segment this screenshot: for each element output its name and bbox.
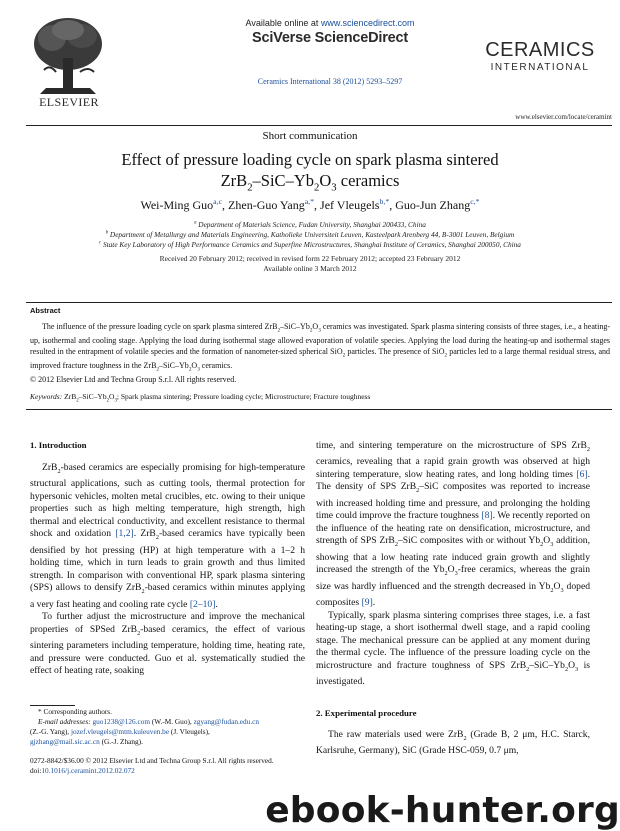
keywords: Keywords: $ZrB_2-SiC-Yb_2O_3$; Spark plasma sintering; Pressure loading cycle; Microstructure; Fracture toughness bbox=[30, 392, 371, 404]
author-list: Wei-Ming Guo$^{a,c}$, Zhen-Guo Yang$^{a,*}$, Jef Vleugels$^{b,*}$, Guo-Jun Zhang$^{c,*}$ bbox=[140, 197, 480, 212]
journal-url[interactable]: www.elsevier.com/locate/ceramint bbox=[515, 113, 612, 121]
header-divider bbox=[26, 125, 612, 126]
elsevier-tree-logo bbox=[30, 14, 106, 100]
email-link[interactable]: jozef.vleugels@mtm.kuleuven.be bbox=[70, 727, 170, 736]
abstract-heading: Abstract bbox=[30, 306, 61, 315]
email-link[interactable]: zgyang@fudan.edu.cn bbox=[193, 717, 260, 726]
author: Jef Vleugels bbox=[320, 198, 380, 212]
affiliation: $^a$ Department of Materials Science, Fudan University, Shanghai 200433, China bbox=[194, 220, 426, 229]
platform-name: SciVerse ScienceDirect bbox=[251, 30, 408, 46]
section-heading-experimental: 2. Experimental procedure bbox=[316, 708, 417, 718]
issn-line: 0272-8842/$36.00 © 2012 Elsevier Ltd and Techna Group S.r.l. All rights reserved. bbox=[30, 756, 274, 765]
watermark: ebook-hunter.org bbox=[265, 790, 620, 831]
article-type: Short communication bbox=[262, 130, 358, 142]
intro-left-column: ZrB$_2$-based ceramics are especially promising for high-temperature structural applications, such as cutting tools, thermal protection for hypersonic vehicles, molten metal crucibles, etc. owing to their unique properties such as high melting temperature, high strength, high thermal and electrical conductivity, and excellent resistance to thermal shock and oxidation [1,2]. ZrB$_2$-based ceramics have typically been densified by hot pressing (HP) at high temperature with a 1–2 h holding time, which in turn leads to grain growth and thus limited strength. In comparison with conventional HP, spark plasma sintering (SPS) allows to densify ZrB$_2$-based ceramics within minutes applying a very fast heating and cooling rate cycle [2–10]. To further adjust the microstructure and improve the mechanical properties of SPSed ZrB$_2$-based ceramics, the effect of various sintering parameters including temperature, holding time, heating rate, and pressure were conducted. Guo et al. systematically studied the effect of heating rate, soaking bbox=[30, 462, 305, 677]
email-link[interactable]: gjzhang@mail.sic.ac.cn bbox=[30, 737, 100, 746]
intro-right-column: time, and sintering temperature on the microstructure of SPS ZrB$_2$ ceramics, revealing that a rapid grain growth was observed at high sintering temperature, slow heating rates, and long holding times [6]. The density of SPS ZrB$_2$–SiC composites was reported to increase with increased holding time and pressure, and prolonging the holding time could improve the fracture toughness [8]. We recently reported on the influence of the heating rate on densification, microstructure, and strength of SPS ZrB$_2$–SiC composites with or without $Yb_2O_3$ addition, showing that a low heating rate induced grain growth and slightly increased the strength of the $Yb_2O_3$-free ceramics, whereas the grain size was hardly influenced and the strength decreased in $Yb_2O_3$ doped composites [9]. Typically, spark plasma sintering comprises three stages, i.e. a fast heating-up stage, a short isothermal dwell stage, and a rapid cooling stage. The mechanical pressure can be applied at any moment during the thermal cycle. The influence of the pressure loading cycle on the microstructure and fracture toughness of SPS $ZrB_2-SiC-Yb_2O_3$ is investigated. bbox=[316, 440, 591, 687]
online-date: Available online 3 March 2012 bbox=[263, 264, 357, 273]
publisher-name: ELSEVIER bbox=[39, 95, 99, 109]
journal-logo: CERAMICS INTERNATIONAL bbox=[485, 39, 595, 73]
received-dates: Received 20 February 2012; received in revised form 22 February 2012; accepted 23 February 2012 bbox=[159, 254, 461, 263]
footnote-corresponding: * Corresponding authors. E-mail addresses: guo1238@126.com (W.-M. Guo), zgyang@fudan.edu.cn (Z.-G. Yang), jozef.vleugels@mtm.kuleuven.be (J. Vleugels), gjzhang@mail.sic.ac.cn (G.-J. Zhang). bbox=[30, 707, 260, 746]
sciencedirect-link[interactable]: www.sciencedirect.com bbox=[320, 18, 415, 28]
footnote-rule bbox=[30, 705, 75, 706]
affiliation: $^b$ Department of Metallurgy and Materials Engineering, Katholieke Universiteit Leuven, Kasteelpark Arenberg 44, B-3001 Leuven, Belgium bbox=[105, 230, 515, 239]
section-heading-introduction: 1. Introduction bbox=[30, 440, 87, 450]
experimental-text: The raw materials used were ZrB$_2$ (Grade B, 2 μm, H.C. Starck, Karlsruhe, Germany), SiC (Grade HSC-059, 0.7 μm, bbox=[316, 729, 590, 757]
author: Wei-Ming Guo bbox=[140, 198, 214, 212]
article-title: Effect of pressure loading cycle on spark plasma sintered $ZrB_2-SiC-Yb_2O_3$ ceramics bbox=[121, 150, 499, 194]
abstract-top-rule bbox=[26, 302, 612, 303]
doi-line: doi:10.1016/j.ceramint.2012.02.072 bbox=[30, 766, 135, 775]
affiliation: $^c$ State Key Laboratory of High Performance Ceramics and Superfine Microstructures, Shanghai Institute of Ceramics, Shanghai 200050, China bbox=[99, 240, 521, 249]
author: Guo-Jun Zhang bbox=[395, 198, 471, 212]
journal-reference[interactable]: Ceramics International 38 (2012) 5293–5297 bbox=[257, 77, 403, 86]
email-link[interactable]: guo1238@126.com bbox=[92, 717, 151, 726]
copyright: © 2012 Elsevier Ltd and Techna Group S.r.l. All rights reserved. bbox=[30, 375, 237, 385]
doi-link[interactable]: 10.1016/j.ceramint.2012.02.072 bbox=[41, 766, 135, 775]
available-online: Available online at www.sciencedirect.com bbox=[245, 18, 415, 28]
abstract-body: The influence of the pressure loading cycle on spark plasma sintered $ZrB_2-SiC-Yb_2O_3$ ceramics was investigated. Spark plasma sintering consists of three stages, i.e., a heating-up, isothermal and cooling stage. Applying the load during isothermal stage allowed evaporation of volatile species. Applying the load during the heating-up and isothermal stages resulted in the entrapment of volatile species and the formation of nanometer-sized spherical SiO$_2$ particles. The presence of SiO$_2$ particles led to a large thermal residual stress, and improved fracture toughness in the $ZrB_2-SiC-Yb_2O_3$ ceramics. © 2012 Elsevier Ltd and Techna Group S.r.l. All rights reserved. bbox=[30, 322, 611, 385]
abstract-bottom-rule bbox=[26, 409, 612, 410]
author: Zhen-Guo Yang bbox=[228, 198, 305, 212]
